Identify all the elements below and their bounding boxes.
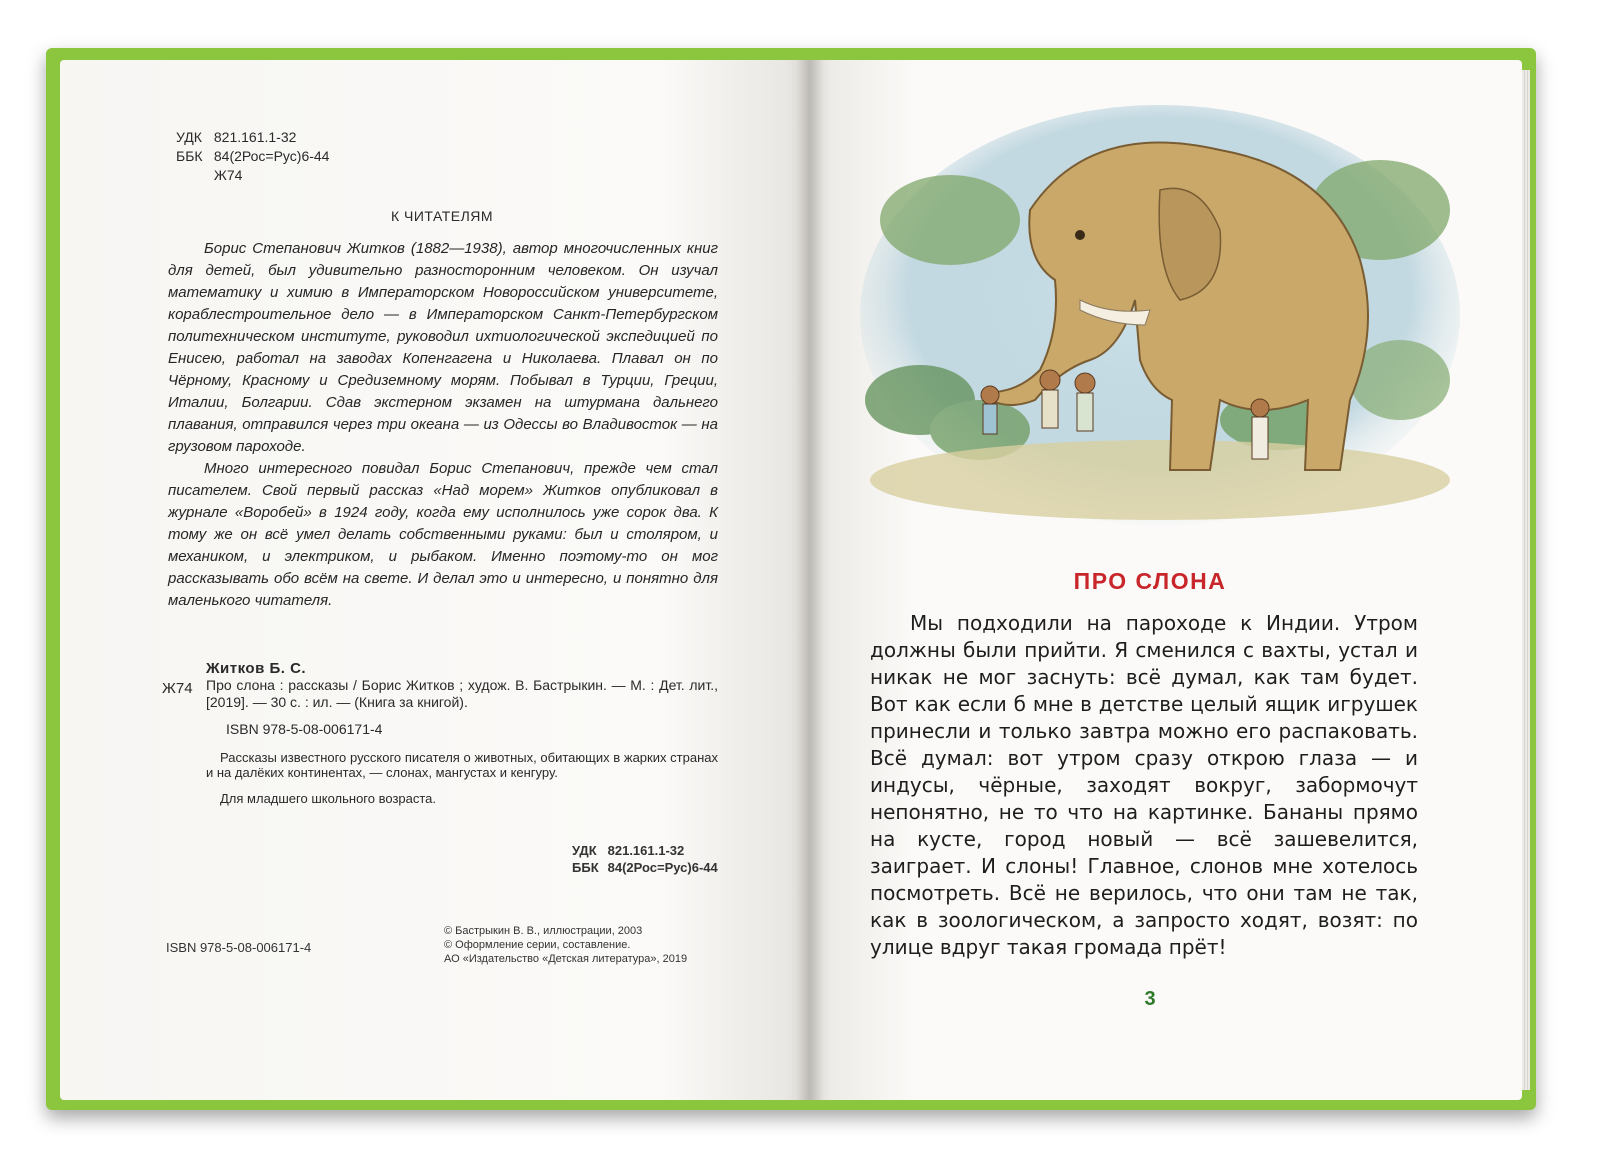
- bbk-code: ББК: [572, 860, 599, 875]
- bbk-value: 84(2Рос=Рус)6-44: [213, 148, 330, 164]
- copyright-block: [444, 924, 687, 966]
- isbn-bottom: ISBN 978-5-08-006171-4: [166, 940, 312, 955]
- udk-value: 821.161.1-32: [213, 129, 297, 145]
- udk-row: [176, 128, 329, 147]
- readers-heading: К ЧИТАТЕЛЯМ: [390, 208, 494, 224]
- copyright-line: АО «Издательство «Детская литература», 2019: [444, 953, 688, 965]
- bbk-value: 84(2Рос=Рус)6-44: [607, 860, 718, 875]
- bbk-row: [572, 859, 718, 876]
- biblio-annotation: Рассказы известного русского писателя о животных, обитающих в жарких странах и на далёких континентах, — слонах, мангустах и кенгуру.: [206, 750, 718, 780]
- biblio-author: Житков Б. С.: [206, 660, 307, 677]
- author-mark-code: [176, 166, 210, 185]
- biblio-entry: Про слона : рассказы / Борис Житков ; худож. В. Бастрыкин. — М. : Дет. лит., [2019]. — 30 с. : ил. — (Книга за книгой).: [206, 677, 718, 710]
- bbk-row: [176, 147, 329, 166]
- page-number: 3: [1144, 988, 1156, 1010]
- page-edges: [1522, 70, 1530, 1090]
- udk-code: УДК: [176, 129, 202, 145]
- elephant-illustration: [860, 100, 1460, 530]
- copyright-line: © Бастрыкин В. В., иллюстрации, 2003: [444, 925, 643, 937]
- udk-block-top: [176, 128, 329, 185]
- author-mark-value: Ж74: [213, 167, 243, 183]
- bbk-code: ББК: [176, 148, 203, 164]
- intro-paragraph: Много интересного повидал Борис Степанович, прежде чем стал писателем. Свой первый рассказ «Над морем» Житков опубликовал в журнале «Воробей» в 1924 году, когда ему исполнилось уже сорок два. К тому же он всё умел делать собственными руками: был и столяром, и механиком, и электриком, и рыбаком. Именно поэтому-то он мог рассказывать обо всём на свете. И делал это и интересно, и понятно для маленького читателя.: [168, 460, 718, 609]
- biblio-age: Для младшего школьного возраста.: [220, 791, 437, 806]
- biblio-isbn: ISBN 978-5-08-006171-4: [226, 721, 383, 737]
- udk-block-bottom: [572, 842, 718, 876]
- story-title: ПРО СЛОНА: [1073, 568, 1227, 594]
- udk-value: 821.161.1-32: [607, 843, 685, 858]
- story-text: [870, 610, 1418, 961]
- story-paragraph: Мы подходили на пароходе к Индии. Утром должны были прийти. Я сменился с вахты, устал и никак не мог заснуть: всё думал, как там будет. Вот как если б мне в детстве целый ящик игрушек принесли и только завтра можно его распаковать. Всё думал: вот утром сразу открою глаза — и индусы, чёрные, заходят вокруг, забормочут непонятно, не то что на картинке. Бананы прямо на кусте, город новый — всё зашевелится, заиграет. И слоны! Главное, слонов мне хотелось посмотреть. Всё не верилось, что они там не так, как в зоологическом, а запросто ходят, возят: по улице вдруг такая громада прёт!: [870, 611, 1418, 959]
- copyright-line: © Оформление серии, составление.: [444, 939, 631, 951]
- intro-paragraph: Борис Степанович Житков (1882—1938), автор многочисленных книг для детей, был удивительно разносторонним человеком. Он изучал математику и химию в Императорском Новороссийском университете, кораблестроительное дело — в Императорском Санкт-Петербургском политехническом институте, руководил ихтиологической экспедицией по Енисею, работал на заводах Копенгагена и Николаева. Плавал он по Чёрному, Красному и Средиземному морям. Побывал в Турции, Греции, Италии, Болгарии. Сдав экстерном экзамен на штурмана дальнего плавания, отправился через три океана — из Одессы во Владивосток — на грузовом пароходе.: [168, 240, 718, 455]
- ground: [870, 440, 1450, 520]
- author-mark-row: [176, 166, 329, 185]
- book-spine: [796, 60, 824, 1100]
- udk-code: УДК: [572, 843, 597, 858]
- bibliographic-record: [162, 660, 718, 807]
- intro-text: [168, 238, 718, 612]
- biblio-mark: Ж74: [162, 680, 193, 697]
- udk-row: [572, 842, 718, 859]
